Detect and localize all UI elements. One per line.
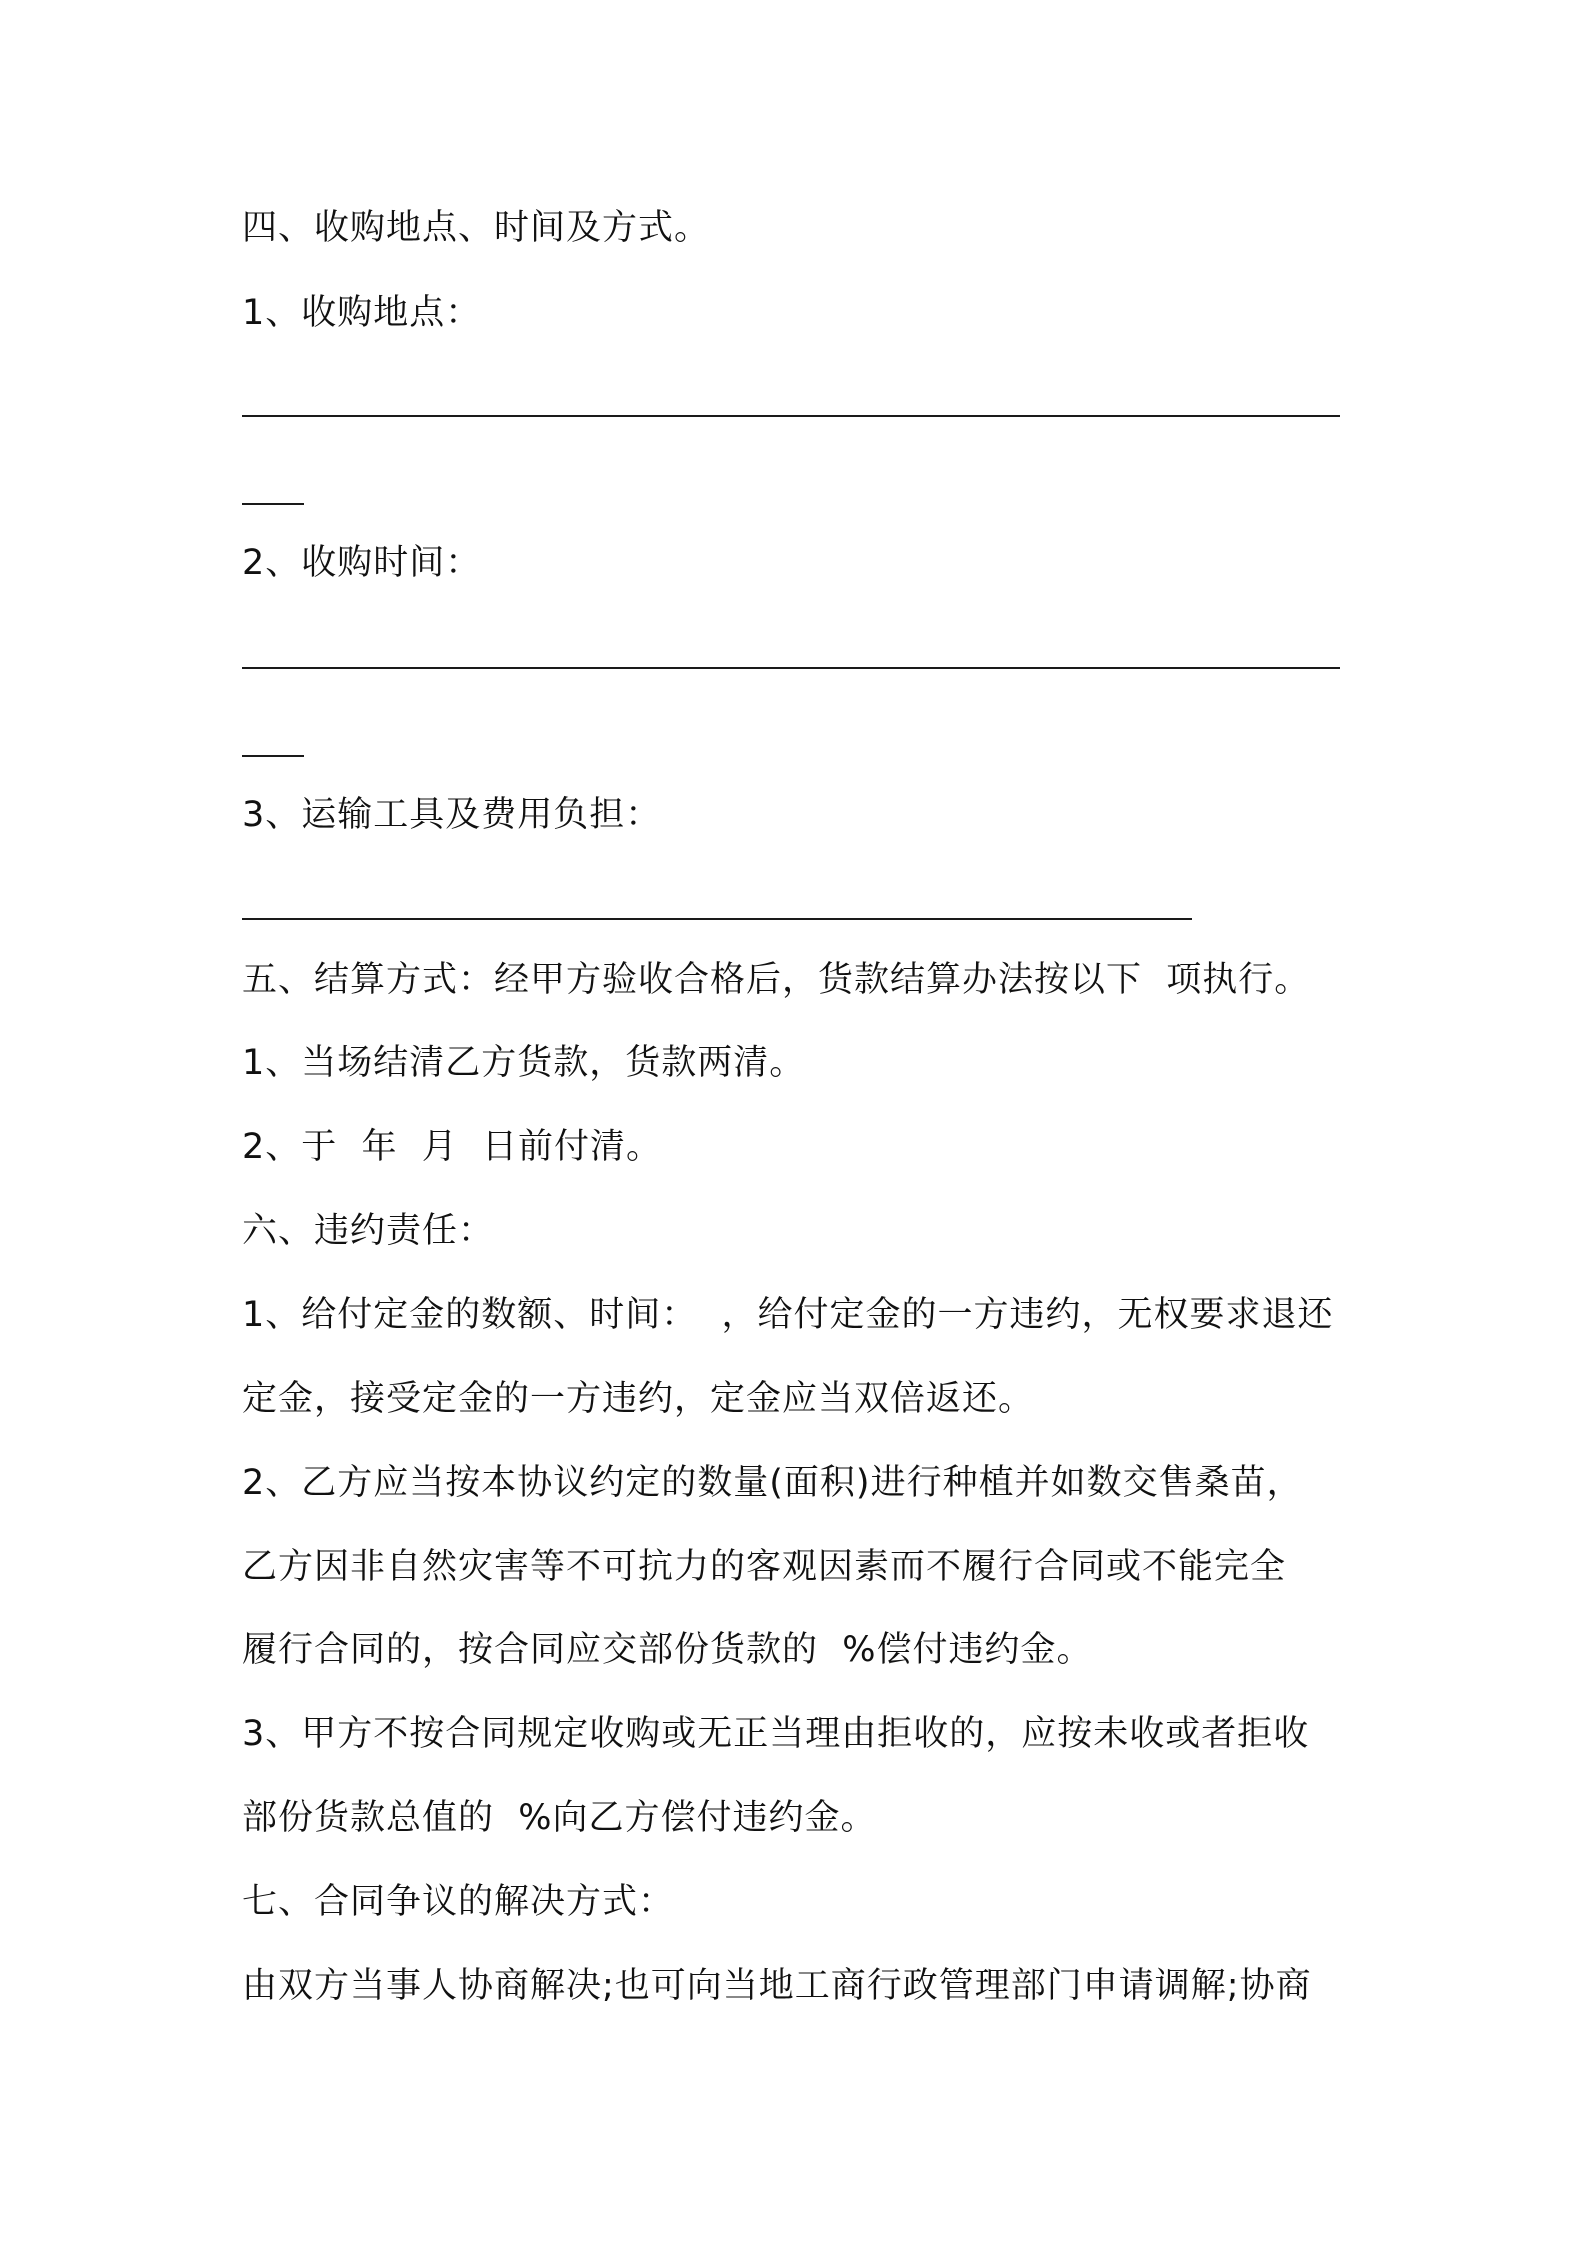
item-6-2-line-2: 乙方因非自然灾害等不可抗力的客观因素而不履行合同或不能完全 — [242, 1547, 1287, 1587]
item-6-3-line-1: 3、甲方不按合同规定收购或无正当理由拒收的，应按未收或者拒收 — [242, 1714, 1310, 1754]
item-4-2-blank-line — [242, 667, 1340, 669]
item-4-2-blank-line-continued — [242, 755, 304, 757]
item-4-3-blank-line — [242, 918, 1192, 920]
section-7-line-1: 由双方当事人协商解决;也可向当地工商行政管理部门申请调解;协商 — [242, 1966, 1312, 2006]
section-4-heading: 四、收购地点、时间及方式。 — [242, 208, 711, 248]
item-6-3-line-2: 部份货款总值的 %向乙方偿付违约金。 — [242, 1798, 877, 1838]
item-5-2: 2、于 年 月 日前付清。 — [242, 1127, 663, 1167]
item-4-1-blank-line-continued — [242, 503, 304, 505]
item-4-3-label: 3、运输工具及费用负担： — [242, 795, 662, 835]
item-6-1-line-1: 1、给付定金的数额、时间： ，给付定金的一方违约，无权要求退还 — [242, 1295, 1334, 1335]
section-6-heading: 六、违约责任： — [242, 1211, 495, 1251]
item-4-1-blank-line — [242, 415, 1340, 417]
item-5-1: 1、当场结清乙方货款，货款两清。 — [242, 1043, 806, 1083]
item-6-1-line-2: 定金，接受定金的一方违约，定金应当双倍返还。 — [242, 1379, 1035, 1419]
item-6-2-line-1: 2、乙方应当按本协议约定的数量(面积)进行种植并如数交售桑苗， — [242, 1463, 1303, 1503]
item-4-1-label: 1、收购地点： — [242, 293, 482, 333]
section-5-heading: 五、结算方式：经甲方验收合格后，货款结算办法按以下 项执行。 — [242, 960, 1311, 1000]
item-4-2-label: 2、收购时间： — [242, 543, 482, 583]
item-6-2-line-3: 履行合同的，按合同应交部份货款的 %偿付违约金。 — [242, 1630, 1093, 1670]
section-7-heading: 七、合同争议的解决方式： — [242, 1882, 675, 1922]
